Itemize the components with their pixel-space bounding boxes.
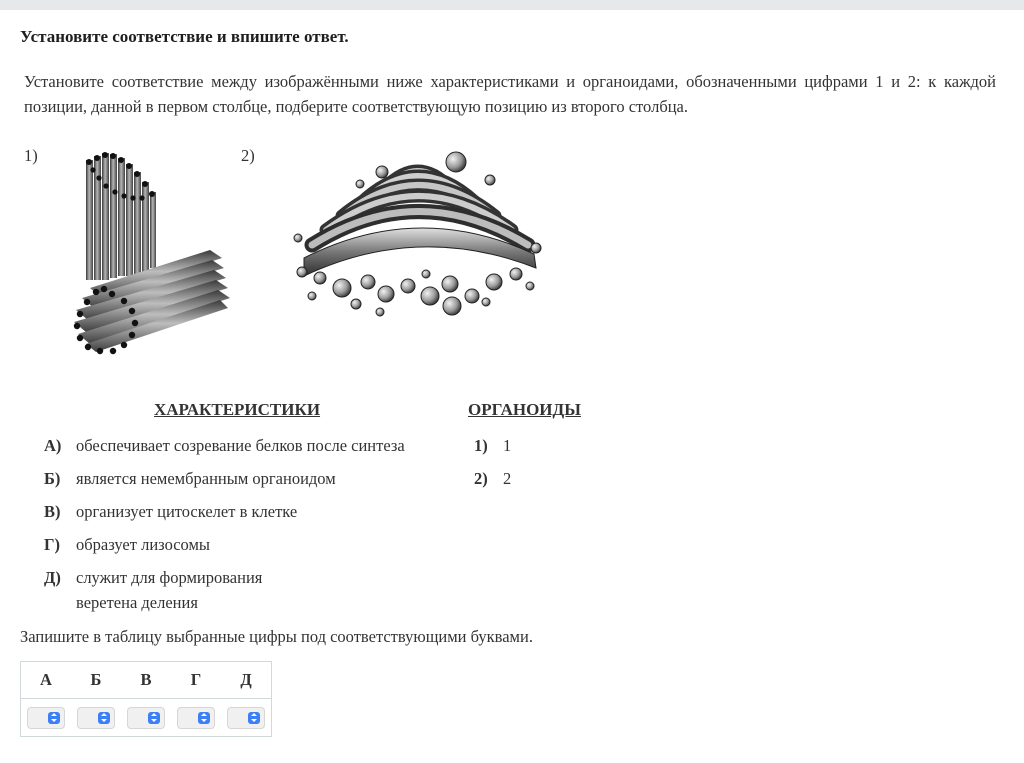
figure-2-label: 2) [241, 146, 255, 165]
characteristic-item [44, 433, 405, 458]
characteristic-item [44, 499, 297, 524]
organoid-number: 2) [474, 469, 488, 488]
characteristic-text: образует лизосомы [76, 535, 211, 554]
answer-column-b: Б [71, 662, 121, 699]
answer-column-a: А [21, 662, 72, 699]
answer-column-d: Д [221, 662, 272, 699]
answer-column-v: В [121, 662, 171, 699]
characteristic-letter: Д) [44, 568, 61, 587]
organoids-heading: ОРГАНОИДЫ [468, 400, 581, 419]
instruction-text: Запишите в таблицу выбранные цифры под соответствующими буквами. [20, 627, 533, 646]
figure-1-label: 1) [24, 146, 38, 165]
answer-select-b[interactable] [77, 707, 115, 729]
characteristic-text: является немембранным органоидом [76, 469, 336, 488]
select-arrows-icon [198, 712, 210, 724]
organoid-number: 1) [474, 436, 488, 455]
select-arrows-icon [98, 712, 110, 724]
select-arrows-icon [48, 712, 60, 724]
select-arrows-icon [248, 712, 260, 724]
task-title: Установите соответствие и впишите ответ. [20, 27, 349, 46]
organoid-item [474, 436, 511, 456]
golgi-apparatus-illustration [290, 150, 545, 320]
answer-select-v[interactable] [127, 707, 165, 729]
characteristic-letter: Б) [44, 469, 61, 488]
characteristic-item [44, 532, 210, 557]
characteristic-letter: Г) [44, 535, 60, 554]
answer-select-a[interactable] [27, 707, 65, 729]
characteristic-text-cont: веретена деления [76, 593, 198, 612]
characteristic-letter: В) [44, 502, 61, 521]
select-arrows-icon [148, 712, 160, 724]
answer-column-g: Г [171, 662, 221, 699]
characteristics-heading: ХАРАКТЕРИСТИКИ [154, 400, 321, 419]
characteristic-item [44, 565, 262, 615]
characteristic-text: организует цитоскелет в клетке [76, 502, 298, 521]
organoid-item [474, 469, 511, 489]
centriole-illustration [60, 148, 245, 358]
characteristic-text: служит для формирования [76, 568, 263, 587]
characteristic-text: обеспечивает созревание белков после синтеза [76, 436, 405, 455]
task-text: Установите соответствие между изображёнными ниже характеристиками и органоидами, обозначенными цифрами 1 и 2: к каждой позиции, данной в первом столбце, подберите соответствующую позицию из второго столбца. [24, 72, 996, 116]
organoid-text: 1 [503, 436, 512, 455]
answer-table [20, 661, 272, 737]
characteristic-item [44, 466, 336, 491]
answer-select-g[interactable] [177, 707, 215, 729]
characteristic-letter: А) [44, 436, 62, 455]
top-bar [0, 0, 1024, 10]
organoid-text: 2 [503, 469, 512, 488]
answer-select-d[interactable] [227, 707, 265, 729]
